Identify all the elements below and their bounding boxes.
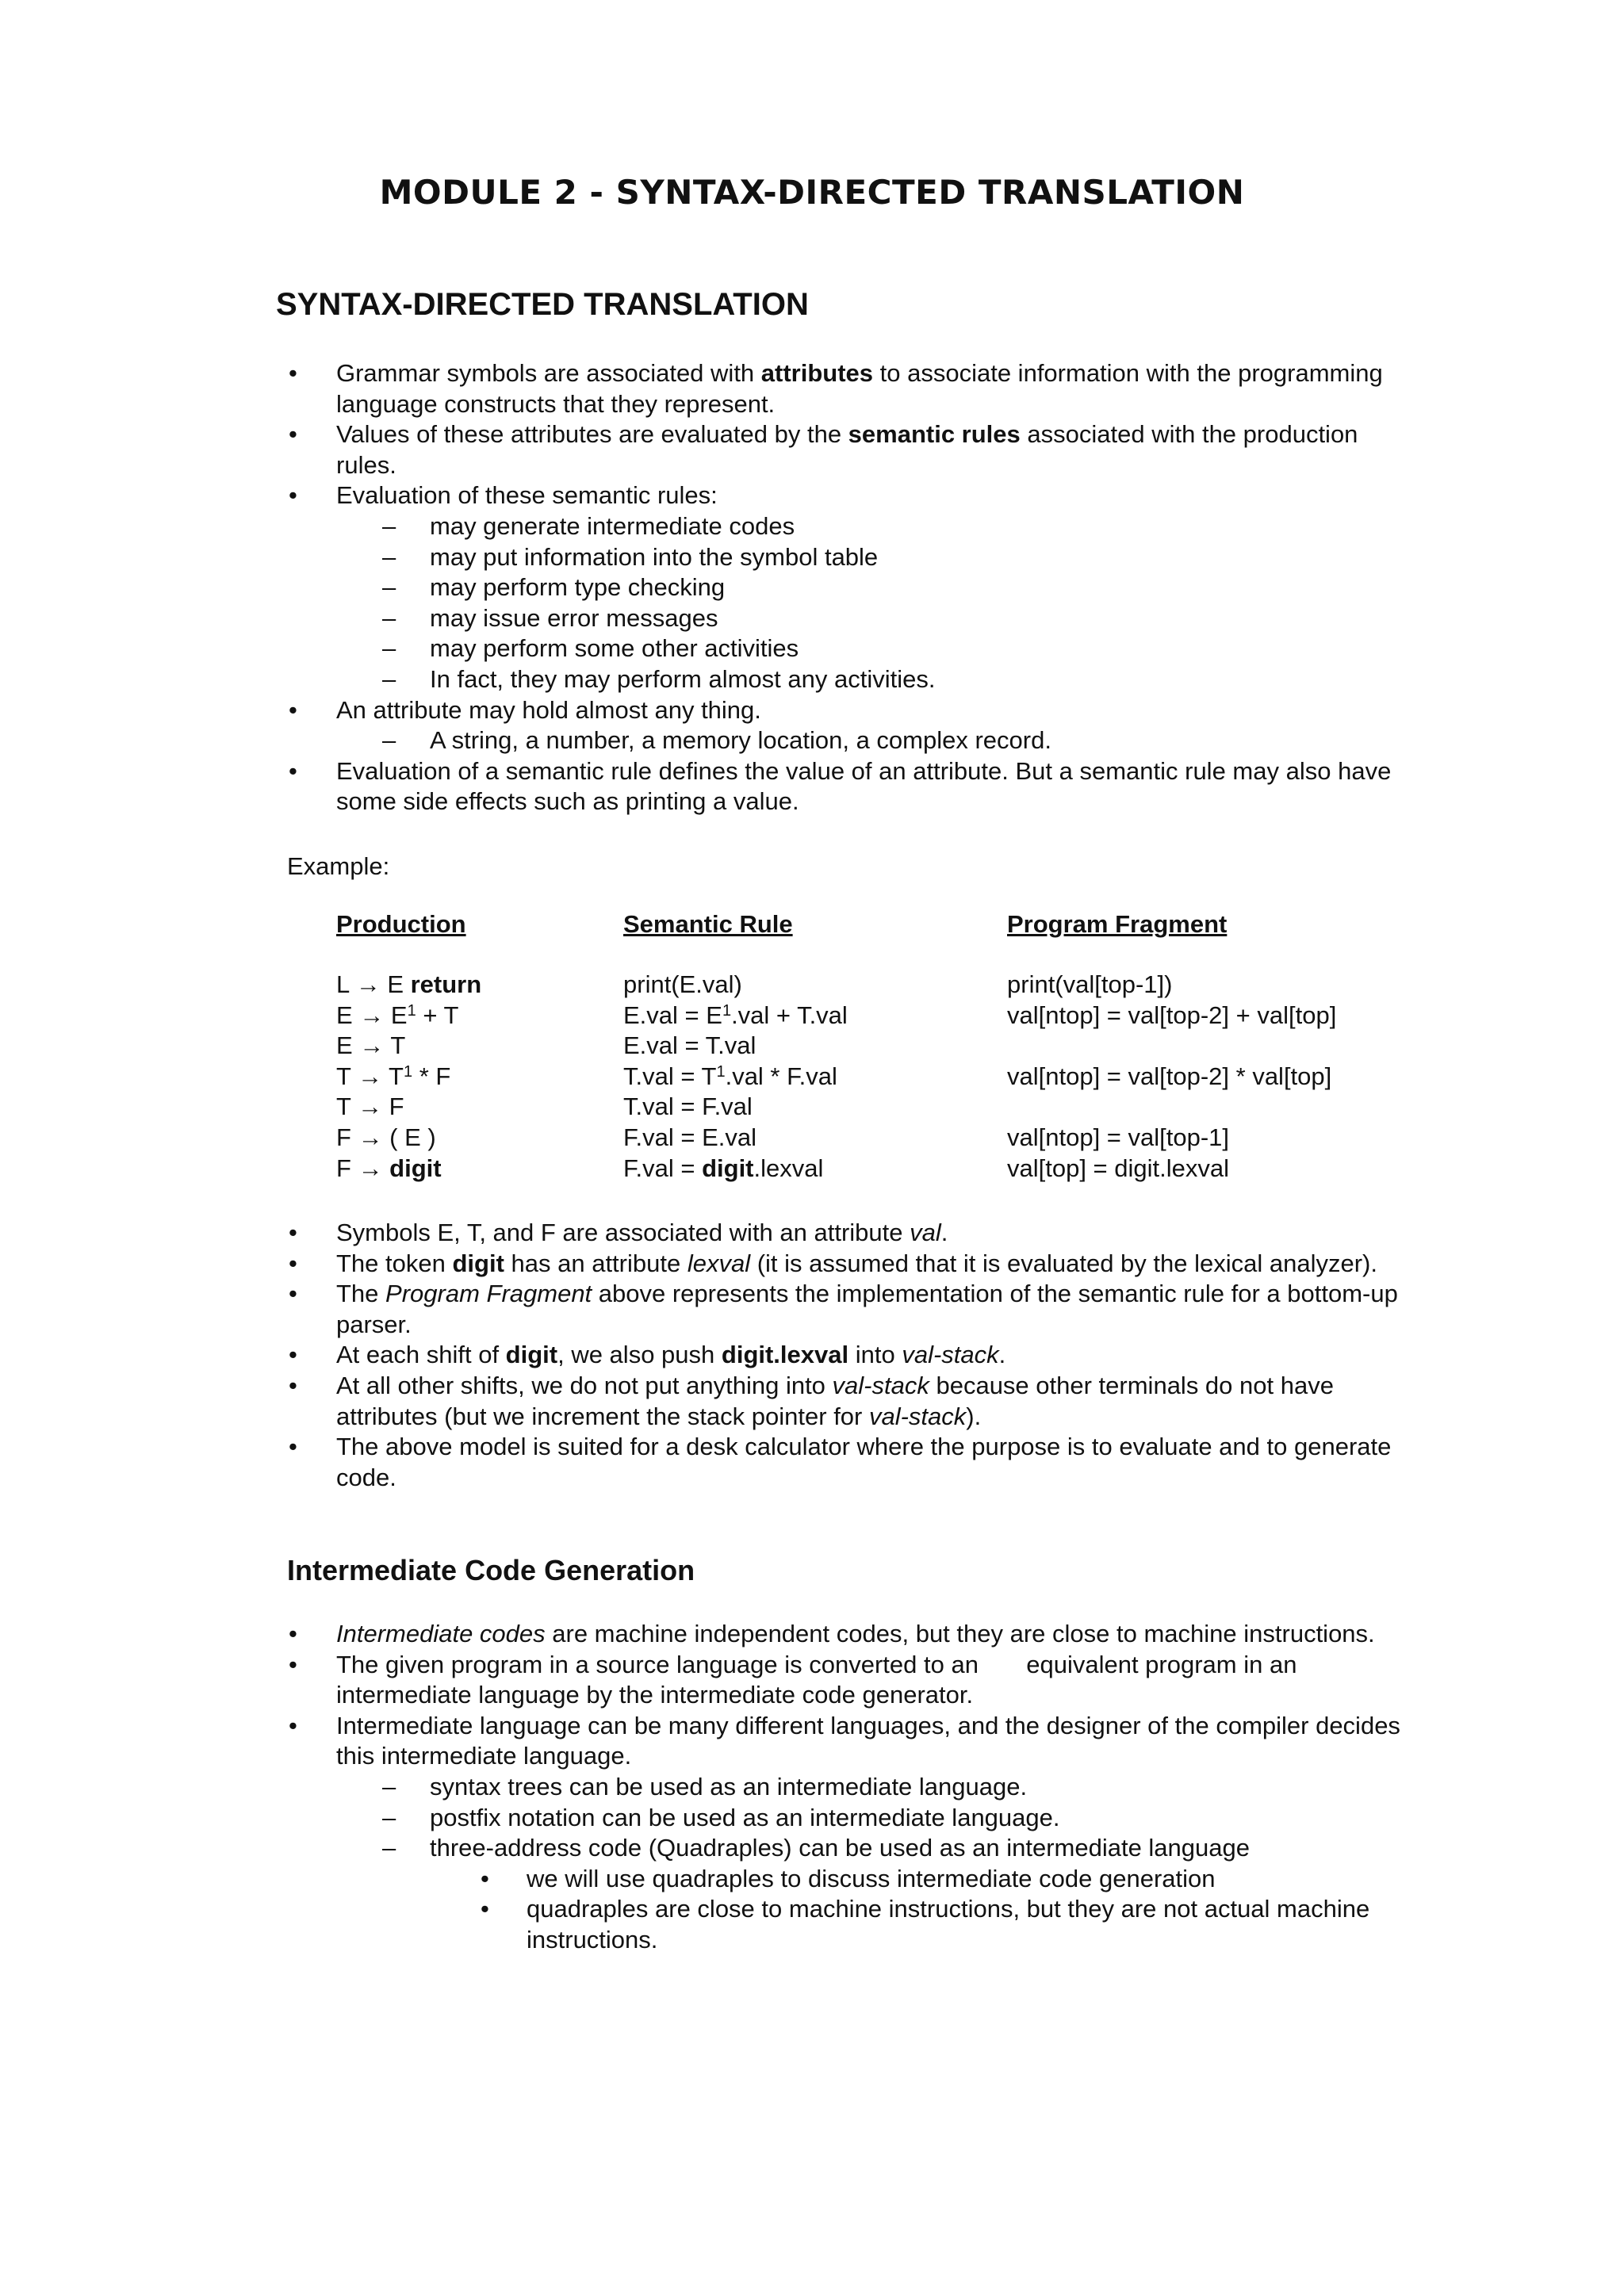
cell-production: $E \to E^1 + T$ — [336, 1001, 459, 1029]
list-item-text: we will use quadraples to discuss intermediate code generation — [527, 1864, 1216, 1892]
list-item — [287, 511, 1413, 542]
bullet-marker: • — [481, 1895, 489, 1923]
list-item-text: may perform some other activities — [430, 634, 799, 663]
bullet-marker: • — [289, 1219, 297, 1246]
list-item — [287, 358, 1413, 419]
intro-list — [287, 358, 1413, 817]
bullet-marker: • — [289, 1249, 297, 1277]
list-item-text: An attribute may hold almost any thing. — [336, 695, 761, 724]
list-item-text: may perform type checking — [430, 573, 726, 602]
dash-marker: – — [382, 542, 396, 571]
dash-marker: – — [382, 726, 396, 755]
list-item-text: The token digit has an attribute lexval (it is assumed that it is evaluated by the lexical analyzer). — [336, 1249, 1377, 1277]
example-label: Example: — [287, 852, 390, 880]
icg-list — [287, 1619, 1413, 1956]
list-item — [287, 1894, 1413, 1955]
cell-program-fragment — [1007, 1031, 1404, 1062]
bullet-marker: • — [289, 1433, 297, 1461]
list-item-text: The above model is suited for a desk calculator where the purpose is to evaluate and to generate code. — [336, 1433, 1392, 1491]
notes-bullet-list — [287, 1218, 1413, 1493]
cell-semantic-rule: $E.val = E^1.val + T.val$ — [623, 1001, 848, 1029]
cell-program-fragment — [1007, 1093, 1404, 1123]
list-item — [287, 1218, 1413, 1249]
list-item — [287, 1803, 1413, 1834]
bullet-marker: • — [289, 420, 297, 449]
bullet-marker: • — [289, 1711, 297, 1739]
header-production: Production — [336, 910, 466, 938]
list-item — [287, 725, 1413, 756]
cell-production: T → F — [336, 1093, 404, 1121]
list-item-text: The Program Fragment above represents the implementation of the semantic rule for a bottom-up parser. — [336, 1280, 1398, 1338]
list-item — [287, 1249, 1413, 1280]
list-item — [287, 756, 1413, 817]
list-item — [287, 1432, 1413, 1493]
cell-semantic-rule: print(E.val) — [623, 970, 742, 998]
bullet-marker: • — [289, 359, 297, 387]
dash-marker: – — [382, 664, 396, 693]
header-semantic-rule: Semantic Rule — [623, 910, 793, 938]
list-item-text: three-address code (Quadraples) can be used as an intermediate language — [430, 1834, 1250, 1862]
table-row — [336, 970, 1404, 1001]
cell-production: E → T — [336, 1031, 406, 1060]
list-item — [287, 1340, 1413, 1371]
list-item — [287, 1371, 1413, 1432]
list-item-text: In fact, they may perform almost any activities. — [430, 664, 936, 693]
list-item-text: Values of these attributes are evaluated by the semantic rules associated with the production rules. — [336, 420, 1358, 479]
list-item — [287, 603, 1413, 634]
cell-program-fragment: val[ntop] = val[top-1] — [1007, 1123, 1230, 1151]
subsection-title: Intermediate Code Generation — [287, 1554, 695, 1586]
cell-program-fragment: val[ntop] = val[top-2] + val[top] — [1007, 1001, 1337, 1029]
bullet-marker: • — [289, 756, 297, 785]
module-title: MODULE 2 - SYNTAX-DIRECTED TRANSLATION — [379, 173, 1245, 212]
list-item — [287, 419, 1413, 480]
bullet-marker: • — [289, 1341, 297, 1369]
header-program-fragment: Program Fragment — [1007, 910, 1228, 938]
dash-marker: – — [382, 1803, 396, 1831]
cell-semantic-rule: E.val = T.val — [623, 1031, 756, 1060]
dash-marker: – — [382, 1772, 396, 1800]
dash-marker: – — [382, 603, 396, 632]
cell-semantic-rule: F.val = E.val — [623, 1123, 756, 1151]
list-item-text: At all other shifts, we do not put anything into val-stack because other terminals do not have attributes (but we increment the stack pointer for val-stack). — [336, 1371, 1334, 1430]
dash-marker: – — [382, 573, 396, 602]
list-item-text: quadraples are close to machine instructions, but they are not actual machine instructions. — [527, 1895, 1370, 1954]
cell-program-fragment: val[top] = digit.lexval — [1007, 1154, 1230, 1182]
bullet-marker: • — [289, 1620, 297, 1647]
intro-bullet-list — [287, 358, 1413, 817]
cell-semantic-rule: T.val = F.val — [623, 1093, 753, 1121]
list-item-text: At each shift of digit, we also push digit.lexval into val-stack. — [336, 1341, 1006, 1369]
list-item-text: Grammar symbols are associated with attributes to associate information with the programming language constructs that they represent. — [336, 359, 1383, 418]
list-item — [287, 1619, 1413, 1650]
cell-program-fragment: print(val[top-1]) — [1007, 970, 1173, 998]
list-item — [287, 695, 1413, 726]
table-row — [336, 1062, 1404, 1093]
icg-bullet-list — [287, 1619, 1413, 1956]
table-header-row — [336, 910, 1404, 970]
list-item-text: Intermediate language can be many different languages, and the designer of the compiler decides this intermediate language. — [336, 1711, 1400, 1770]
dash-marker: – — [382, 511, 396, 540]
list-item — [287, 1711, 1413, 1772]
table-body — [336, 970, 1404, 1184]
bullet-marker: • — [289, 481, 297, 510]
list-item-text: Intermediate codes are machine independent codes, but they are close to machine instructions. — [336, 1620, 1375, 1647]
bullet-marker: • — [289, 1280, 297, 1308]
list-item — [287, 664, 1413, 695]
list-item — [287, 1279, 1413, 1340]
bullet-marker: • — [289, 1371, 297, 1399]
list-item-text: Evaluation of these semantic rules: — [336, 481, 718, 510]
notes-list — [287, 1218, 1413, 1493]
list-item — [287, 633, 1413, 664]
dash-marker: – — [382, 1834, 396, 1862]
table-row — [336, 1154, 1404, 1185]
cell-production: L → E return — [336, 970, 482, 998]
cell-production: F → digit — [336, 1154, 442, 1182]
cell-semantic-rule: F.val = digit.lexval — [623, 1154, 824, 1182]
list-item-text: postfix notation can be used as an intermediate language. — [430, 1803, 1060, 1831]
table-row — [336, 1093, 1404, 1123]
list-item — [287, 542, 1413, 573]
list-item — [287, 1772, 1413, 1803]
list-item-text: may put information into the symbol table — [430, 542, 879, 571]
list-item-text: syntax trees can be used as an intermediate language. — [430, 1772, 1028, 1800]
list-item-text: Symbols E, T, and F are associated with an attribute val. — [336, 1219, 948, 1246]
cell-semantic-rule: $T.val = T^1.val * F.val$ — [623, 1062, 837, 1090]
section-title: SYNTAX-DIRECTED TRANSLATION — [276, 287, 809, 322]
list-item-text: Evaluation of a semantic rule defines the value of an attribute. But a semantic rule may also have some side effects such as printing a value. — [336, 756, 1392, 816]
list-item-text: The given program in a source language is converted to an equivalent program in an intermediate language by the intermediate code generator. — [336, 1650, 1297, 1709]
cell-production: F → ( E ) — [336, 1123, 436, 1151]
table-row — [336, 1001, 1404, 1032]
list-item — [287, 480, 1413, 511]
list-item — [287, 1864, 1413, 1895]
table-row — [336, 1031, 1404, 1062]
table-row — [336, 1123, 1404, 1154]
dash-marker: – — [382, 634, 396, 663]
list-item — [287, 1833, 1413, 1864]
bullet-marker: • — [289, 1650, 297, 1678]
list-item-text: A string, a number, a memory location, a complex record. — [430, 726, 1051, 755]
list-item — [287, 572, 1413, 603]
bullet-marker: • — [289, 695, 297, 724]
list-item-text: may issue error messages — [430, 603, 718, 632]
cell-program-fragment: val[ntop] = val[top-2] * val[top] — [1007, 1062, 1332, 1090]
cell-production: $T \to T^1 * F$ — [336, 1062, 451, 1090]
list-item-text: may generate intermediate codes — [430, 511, 795, 540]
list-item — [287, 1650, 1413, 1711]
semantic-rules-table — [336, 910, 1404, 1184]
bullet-marker: • — [481, 1864, 489, 1892]
